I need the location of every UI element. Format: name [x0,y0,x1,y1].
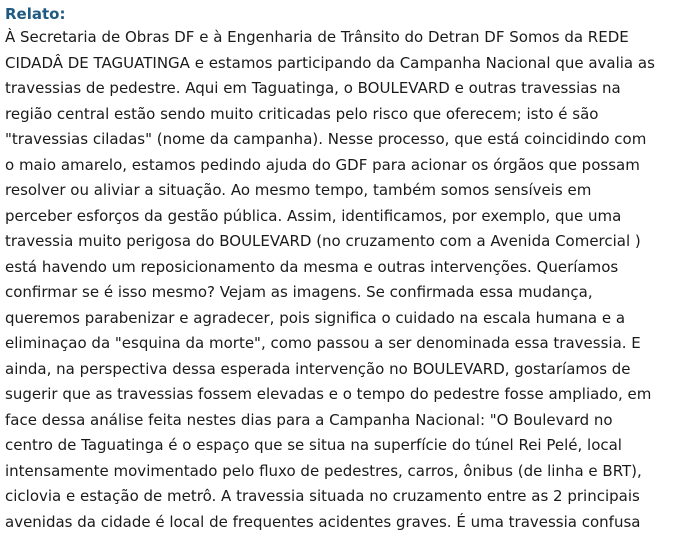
report-line: centro de Taguatinga é o espaço que se situa na superfície do túnel Rei Pelé, local [5,436,622,454]
report-line: face dessa análise feita nestes dias para a Campanha Nacional: "O Boulevard no [5,410,613,429]
report-line: avenidas da cidade é local de frequentes acidentes graves. É uma travessia confusa [5,512,641,531]
report-line: região central estão sendo muito criticadas pelo risco que oferecem; isto é são [5,104,599,123]
report-line: CIDADÂ DE TAGUATINGA e estamos participando da Campanha Nacional que avalia as [5,53,655,72]
report-line: intensamente movimentado pelo fluxo de pedestres, carros, ônibus (de linha e BRT), [5,461,642,480]
report-line: travessias de pedestre. Aqui em Taguatinga, o BOULEVARD e outras travessias na [5,79,621,97]
report-line: o maio amarelo, estamos pedindo ajuda do GDF para acionar os órgãos que possam [5,155,640,174]
report-line: queremos parabenizar e agradecer, pois significa o cuidado na escala humana e a [5,308,626,327]
report-line: "travessias ciladas" (nome da campanha). Nesse processo, que está coincidindo com [5,130,647,148]
report-label: Relato: [5,5,66,23]
report-line: confirmar se é isso mesmo? Vejam as imagens. Se confirmada essa mudança, [5,283,593,301]
report-line: está havendo um reposicionamento da mesma e outras intervenções. Queríamos [5,257,619,276]
report-line: perceber esforços da gestão pública. Assim, identificamos, por exemplo, que uma [5,206,622,225]
report-line: eliminaçao da "esquina da morte", como passou a ser denominada essa travessia. E [5,334,641,352]
report-body [5,25,699,535]
report-line: ainda, na perspectiva dessa esperada intervenção no BOULEVARD, gostaríamos de [5,359,631,378]
report-line: travessia muito perigosa do BOULEVARD (no cruzamento com a Avenida Comercial ) [5,232,641,250]
report-section [5,3,699,535]
report-line: ciclovia e estação de metrô. A travessia situada no cruzamento entre as 2 principais [5,487,640,505]
report-line: resolver ou aliviar a situação. Ao mesmo tempo, também somos sensíveis em [5,181,592,199]
report-line: sugerir que as travessias fossem elevadas e o tempo do pedestre fosse ampliado, em [5,385,652,403]
report-line: À Secretaria de Obras DF e à Engenharia de Trânsito do Detran DF Somos da REDE [5,28,629,46]
